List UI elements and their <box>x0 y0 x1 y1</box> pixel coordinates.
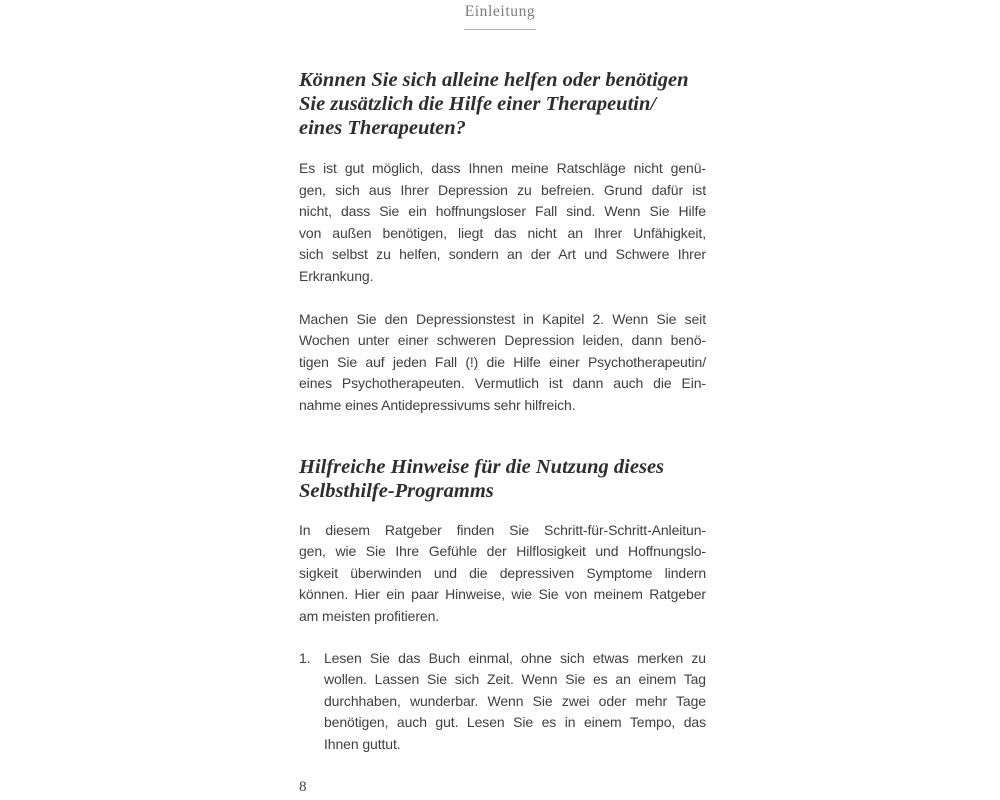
page-number: 8 <box>299 779 307 796</box>
section-heading-helpful-hints: Hilfreiche Hinweise für die Nutzung dieses Selbsthilfe-Programms <box>299 455 665 502</box>
paragraph-help-from-outside: Es ist gut möglich, dass Ihnen meine Ratschläge nicht genü- gen, sich aus Ihrer Depression zu befreien. Grund dafür ist nicht, dass Sie ein hoffnungsloser Fall sind. Wenn Sie Hilfe von außen benötigen, liegt das nicht an Ihrer Unfähigkeit, sich selbst zu helfen, sondern an der Art und Schwere Ihrer Erkrankung. <box>299 160 706 284</box>
running-header-rule <box>464 29 536 30</box>
numbered-list-item-1 <box>299 648 706 756</box>
list-item-text: Lesen Sie das Buch einmal, ohne sich etwas merken zu wollen. Lassen Sie sich Zeit. Wenn Sie es an einem Tag durchhaben, wunderbar. Wenn Sie zwei oder mehr Tage benötigen, auch gut. Lesen Sie es in einem Tempo, das Ihnen guttut. <box>324 649 706 752</box>
running-header: Einleitung <box>464 3 536 20</box>
page-content <box>299 68 706 796</box>
paragraph-step-by-step: In diesem Ratgeber finden Sie Schritt-für-Schritt-Anleitun- gen, wie Sie Ihre Gefühle der Hilflosigkeit und Hoffnungslo- sigkeit überwinden und die depressiven Symptome lindern können. Hier ein paar Hinweise, wie Sie von meinem Ratgeber am meisten profitieren. <box>299 521 706 624</box>
paragraph-depression-test: Machen Sie den Depressionstest in Kapitel 2. Wenn Sie seit Wochen unter einer schweren Depression leiden, dann benö- tigen Sie auf jeden Fall (!) die Hilfe einer Psychotherapeutin/ eines Psychotherapeuten. Vermutlich ist dann auch die Ein- nahme eines Antidepressivums sehr hilfreich. <box>299 310 706 413</box>
list-item-number: 1. <box>299 649 311 666</box>
section-heading-therapy-question: Können Sie sich alleine helfen oder benötigen Sie zusätzlich die Hilfe einer Therapeutin/ eines Therapeuten? <box>299 69 689 139</box>
